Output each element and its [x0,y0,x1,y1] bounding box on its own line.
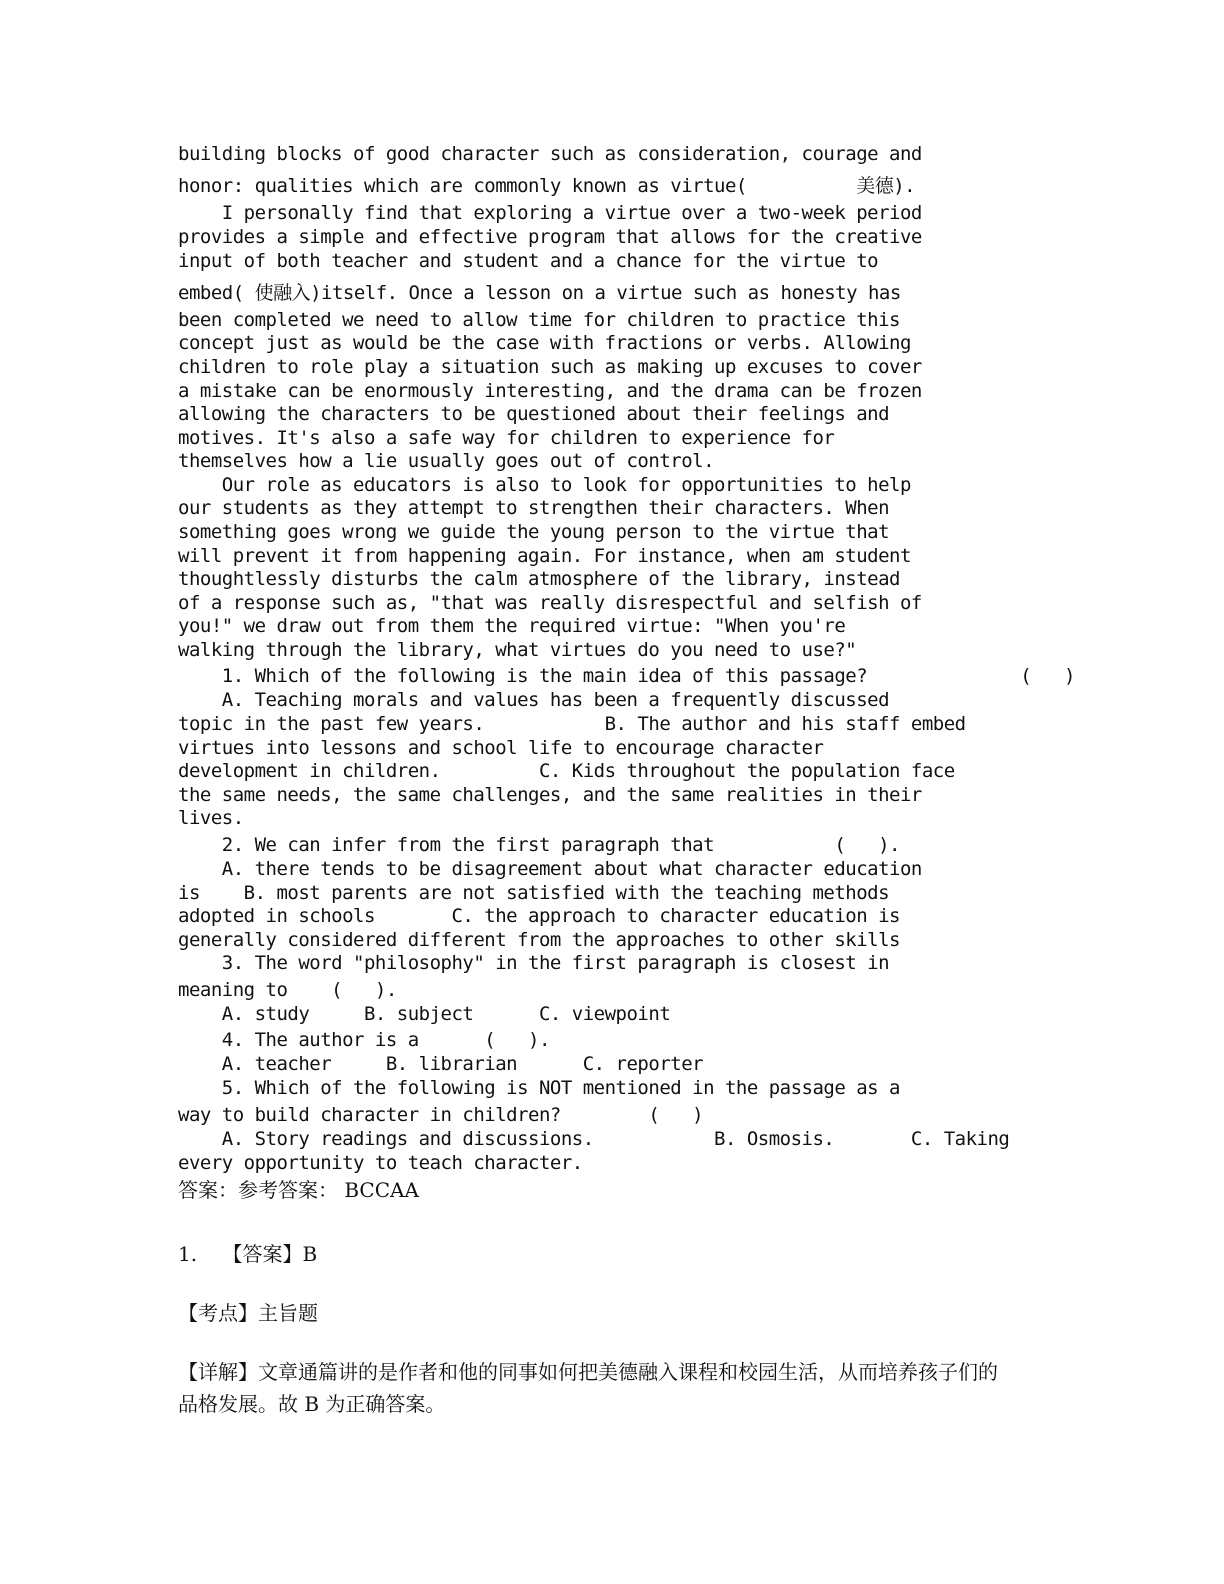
question-1-options: lives. [178,807,244,829]
passage-line: a mistake can be enormously interesting, and the drama can be frozen [178,380,922,402]
question-2-options: adopted in schools C. the approach to character education is [178,905,900,927]
question-5-options: every opportunity to teach character. [178,1152,583,1174]
passage-line: of a response such as, "that was really disrespectful and selfish of [178,592,922,614]
passage-line: you!" we draw out from them the required virtue: "When you're [178,615,846,637]
passage-line: been completed we need to allow time for children to practice this [178,309,900,331]
passage-line: motives. It's also a safe way for children to experience for [178,427,835,449]
passage-line: provides a simple and effective program that allows for the creative [178,226,922,248]
passage-line: will prevent it from happening again. For instance, when am student [178,545,911,567]
passage-line: Our role as educators is also to look for opportunities to help [178,474,911,496]
passage-line: input of both teacher and student and a chance for the virtue to [178,250,879,272]
passage-line: thoughtlessly disturbs the calm atmosphere of the library, instead [178,568,900,590]
answer-detail: 品格发展。故 B 为正确答案。 [178,1392,446,1416]
answer-point: 【考点】主旨题 [178,1301,318,1325]
question-5: way to build character in children? ( ) [178,1104,704,1126]
question-3-options: A. study B. subject C. viewpoint [178,1003,671,1025]
question-2: 2. We can infer from the first paragraph that ( ). [178,834,900,856]
question-1-options: A. Teaching morals and values has been a frequently discussed [178,689,890,711]
question-5: 5. Which of the following is NOT mentioned in the passage as a [178,1077,900,1099]
question-1-options: development in children. C. Kids throughout the population face [178,760,955,782]
passage-line: children to role play a situation such as making up excuses to cover [178,356,922,378]
answer-detail: 【详解】文章通篇讲的是作者和他的同事如何把美德融入课程和校园生活，从而培养孩子们的 [178,1360,998,1384]
passage-line: I personally find that exploring a virtue over a two-week period [178,202,922,224]
question-2-options: generally considered different from the approaches to other skills [178,929,900,951]
passage-line: themselves how a lie usually goes out of control. [178,450,715,472]
question-3: 3. The word "philosophy" in the first paragraph is closest in [178,952,890,974]
question-4: 4. The author is a ( ). [178,1029,550,1051]
question-4-options: A. teacher B. librarian C. reporter [178,1053,704,1075]
question-1-options: the same needs, the same challenges, and the same realities in their [178,784,922,806]
question-5-options: A. Story readings and discussions. B. Osmosis. C. Taking [178,1128,1010,1150]
question-1: 1. Which of the following is the main idea of this passage? ( ) [178,665,1075,687]
passage-line: something goes wrong we guide the young person to the virtue that [178,521,890,543]
answer-key: 答案：参考答案： BCCAA [178,1178,419,1202]
question-1-options: virtues into lessons and school life to encourage character [178,737,824,759]
passage-line: allowing the characters to be questioned about their feelings and [178,403,890,425]
question-2-options: A. there tends to be disagreement about what character education [178,858,922,880]
question-2-options: is B. most parents are not satisfied with the teaching methods [178,882,890,904]
passage-line: concept just as would be the case with fractions or verbs. Allowing [178,332,911,354]
question-3: meaning to ( ). [178,979,397,1001]
passage-line: walking through the library, what virtues do you need to use?" [178,639,857,661]
question-1-options: topic in the past few years. B. The author and his staff embed [178,713,966,735]
answer-item-1: 1. 【答案】B [178,1242,318,1266]
passage-line: embed( 使融入)itself. Once a lesson on a virtue such as honesty has [178,282,901,304]
passage-line: honor: qualities which are commonly known as virtue( 美德). [178,175,916,197]
passage-line: building blocks of good character such as consideration, courage and [178,143,922,165]
passage-line: our students as they attempt to strengthen their characters. When [178,497,890,519]
